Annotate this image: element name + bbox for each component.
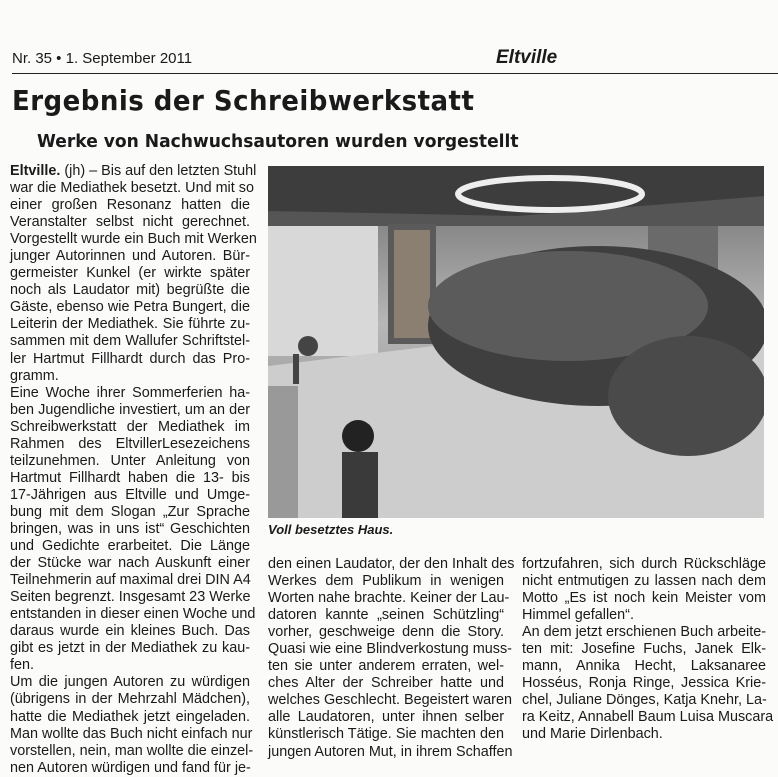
text-line: Um die jungen Autoren zu würdigen [10, 674, 250, 691]
text-line: ten mit: Josefine Fuchs, Janek Elk- [522, 641, 766, 658]
headline: Ergebnis der Schreibwerkstatt [12, 84, 475, 117]
text-line: Eine Woche ihrer Sommerferien ha- [10, 384, 250, 401]
text-line: Rahmen des EltvillerLesezeichens [10, 435, 250, 452]
text-line: ches Alter der Schreiber hatte und [268, 675, 504, 692]
text-line: vorstellen, nein, man wollte die einzel- [10, 742, 254, 759]
text-line: ben Jugendliche investiert, um an der [10, 401, 250, 418]
article-column-2 [268, 556, 515, 761]
text-line: Leiterin der Mediathek. Sie führte zu- [10, 316, 250, 333]
text-line: bringen, was in uns ist“ Geschichten [10, 520, 250, 537]
photo-caption: Voll besetztes Haus. [268, 522, 394, 537]
text-line: Worten nahe brachte. Keiner der Lau- [268, 590, 510, 607]
issue-date: Nr. 35 • 1. September 2011 [12, 50, 193, 67]
article-column-3 [522, 556, 774, 744]
text-line: Gäste, ebenso wie Petra Bungert, die [10, 299, 250, 316]
text-line: chel, Juliane Dönges, Katja Knehr, La- [522, 692, 767, 709]
text-line: (übrigens in der Mehrzahl Mädchen), [10, 691, 250, 708]
text-line: Hartmut Fillhardt haben die 13- bis [10, 469, 250, 486]
text-line: Eltville. (jh) – Bis auf den letzten Stuhl [10, 163, 257, 179]
text-line: Vorgestellt wurde ein Buch mit Werken [10, 231, 257, 248]
text-line: einer großen Resonanz hatten die [10, 197, 250, 214]
text-line: Man wollte das Buch nicht einfach nur [10, 725, 253, 742]
text-line: noch als Laudator mit) begrüßte die [10, 282, 250, 299]
text-line: bung mit dem Slogan „Zur Sprache [10, 503, 250, 520]
text-line: hatte die Mediathek jetzt eingeladen. [10, 708, 250, 725]
text-line: daraus wurde ein kleines Buch. Das [10, 623, 250, 640]
text-line: Quasi wie eine Blindverkostung muss- [268, 641, 512, 658]
text-line: junger Autorinnen und Autoren. Bür- [10, 248, 250, 265]
text-line: ra Keitz, Annabell Baum Luisa Muscara [522, 709, 774, 726]
text-line: An dem jetzt erschienen Buch arbeite- [522, 624, 766, 641]
text-line: der Stücke war nach Auskunft einer [10, 555, 250, 572]
article-column-1 [10, 163, 257, 777]
header-rule [12, 73, 778, 74]
text-line: jungen Autoren Mut, in ihrem Schaffen [268, 743, 513, 760]
text-line: fortzufahren, sich durch Rückschläge [522, 556, 766, 572]
text-line: alle Laudatoren, unter ihnen selber [268, 709, 504, 726]
text-line: und Marie Dirlenbach. [522, 726, 663, 743]
text-line: welches Geschlecht. Begeistert waren [268, 692, 512, 709]
text-line: nen Autoren würdigen und fand für je- [10, 759, 251, 776]
text-line: germeister Kunkel (er wirkte später [10, 265, 250, 282]
text-line: teilzunehmen. Unter Anleitung von [10, 452, 250, 469]
text-line: gramm. [10, 367, 59, 384]
text-line: Teilnehmerin auf maximal drei DIN A4 [10, 572, 251, 589]
text-line: ler Hartmut Fillhardt durch das Pro- [10, 350, 250, 367]
text-line: Schreibwerkstatt der Mediathek im [10, 418, 250, 435]
subheadline: Werke von Nachwuchsautoren wurden vorgestellt [37, 131, 519, 152]
section-town: Eltville [496, 47, 558, 68]
text-line: Seiten begrenzt. Insgesamt 23 Werke [10, 589, 251, 606]
text-line: entstanden in dieser einen Woche und [10, 606, 256, 623]
masthead [12, 47, 778, 72]
audience-photo-illustration [268, 166, 764, 518]
text-line: nicht entmutigen zu lassen nach dem [522, 573, 766, 590]
text-line: Veranstalter selbst nicht gerechnet. [10, 214, 250, 231]
text-line: Himmel gefallen“. [522, 607, 634, 624]
text-line: Werkes dem Publikum in wenigen [268, 573, 504, 590]
text-line: und Gedichte erarbeitet. Die Länge [10, 538, 250, 555]
text-line: 17-Jährigen aus Eltville und Umge- [10, 486, 250, 503]
text-line: ten sie unter anderem erraten, wel- [268, 658, 504, 675]
text-line: vorher, geschweige denn die Story. [268, 624, 504, 641]
text-line: Hosséus, Ronja Ringe, Jessica Krie- [522, 675, 766, 692]
text-line: war die Mediathek besetzt. Und mit so [10, 180, 254, 197]
text-line: Motto „Es ist noch kein Meister vom [522, 590, 766, 607]
text-line: sammen mit dem Wallufer Schriftstel- [10, 333, 250, 350]
text-line: fen. [10, 657, 35, 674]
text-line: gibt es jetzt in der Mediathek zu kau- [10, 640, 250, 657]
text-line: mann, Annika Hecht, Laksanaree [522, 658, 766, 675]
text-line: den einen Laudator, der den Inhalt des [268, 556, 515, 572]
event-photo [268, 166, 764, 518]
text-line: datoren kannte „seinen Schützling“ [268, 607, 504, 624]
text-line: künstlerisch Tätige. Sie machten den [268, 726, 504, 743]
